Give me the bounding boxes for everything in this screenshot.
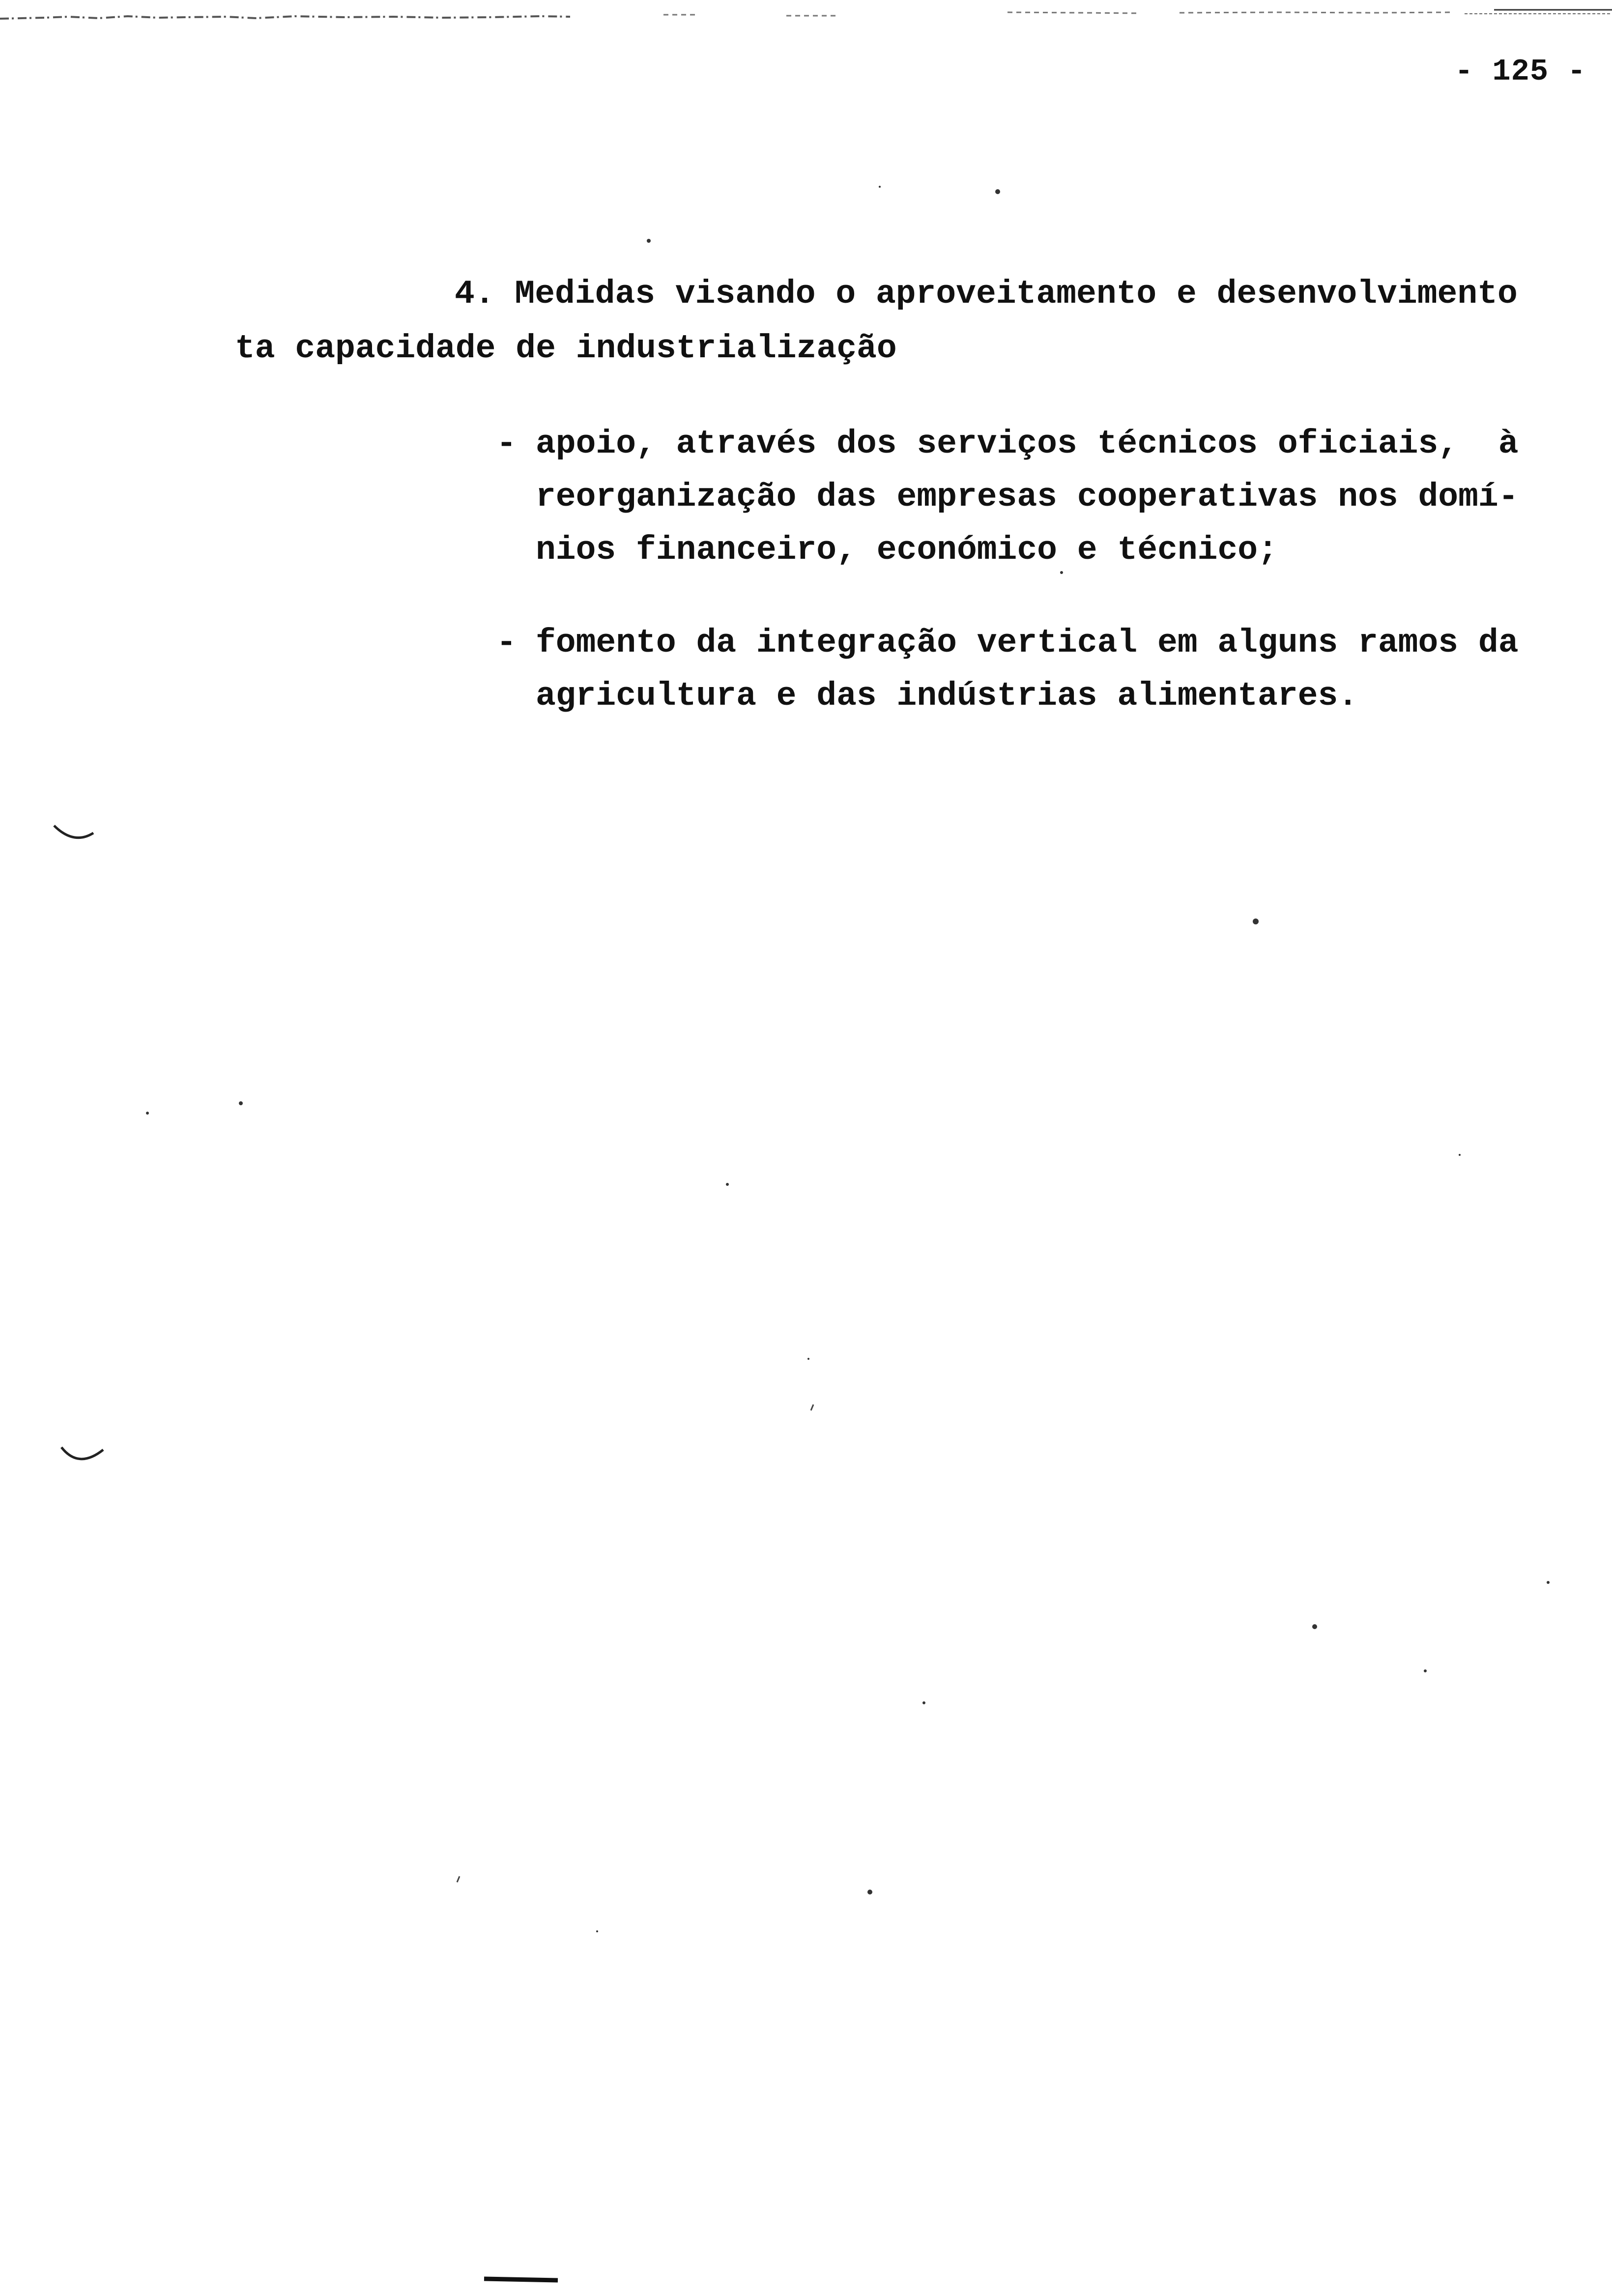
list-item-line: agricultura e das indústrias alimentares.	[536, 677, 1358, 715]
list-item-line: apoio, através dos serviços técnicos oficiais, à	[536, 425, 1519, 463]
scan-bottom-mark	[484, 2279, 558, 2280]
section-heading-line2: ta capacidade de industrialização	[235, 330, 897, 368]
list-item-dash: -	[496, 425, 517, 463]
list-item-dash: -	[496, 624, 517, 662]
section-heading-line1: 4. Medidas visando o aproveitamento e desenvolvimento	[455, 275, 1518, 313]
list-item-line: reorganização das empresas cooperativas nos domí-	[536, 478, 1519, 516]
binding-hole-mark	[61, 1447, 103, 1459]
page-number: - 125 -	[1455, 54, 1586, 89]
list-item-line: nios financeiro, económico e técnico;	[536, 531, 1278, 569]
binding-hole-mark	[54, 826, 93, 838]
scan-edge-artifact	[0, 0, 1612, 29]
list-item-line: fomento da integração vertical em alguns ramos da	[536, 624, 1519, 662]
